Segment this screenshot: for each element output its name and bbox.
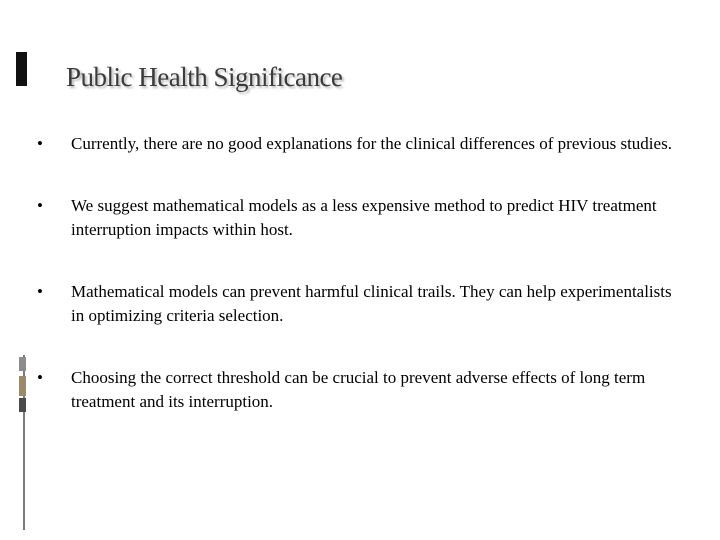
bullet-item <box>30 366 680 414</box>
bullet-text: Mathematical models can prevent harmful clinical trails. They can help experimentalists in optimizing criteria selection. <box>71 282 672 325</box>
title-accent-block <box>16 52 27 86</box>
bullet-text: Choosing the correct threshold can be crucial to prevent adverse effects of long term treatment and its interruption. <box>71 368 646 411</box>
bullet-text: Currently, there are no good explanations for the clinical differences of previous studies. <box>71 134 672 153</box>
bullet-dot-icon: • <box>37 282 43 301</box>
side-decoration-mark <box>19 376 26 396</box>
slide-title: Public Health Significance <box>66 62 343 92</box>
bullet-dot-icon: • <box>37 368 43 387</box>
side-decoration-mark <box>19 398 26 412</box>
side-decoration-mark <box>19 357 26 371</box>
bullet-item <box>30 280 680 328</box>
bullet-item <box>30 194 680 242</box>
bullet-item <box>30 132 680 156</box>
bullet-dot-icon: • <box>37 196 43 215</box>
bullet-text: We suggest mathematical models as a less expensive method to predict HIV treatment interruption impacts within host. <box>71 196 657 239</box>
bullet-dot-icon: • <box>37 134 43 153</box>
bullet-list <box>30 132 680 452</box>
